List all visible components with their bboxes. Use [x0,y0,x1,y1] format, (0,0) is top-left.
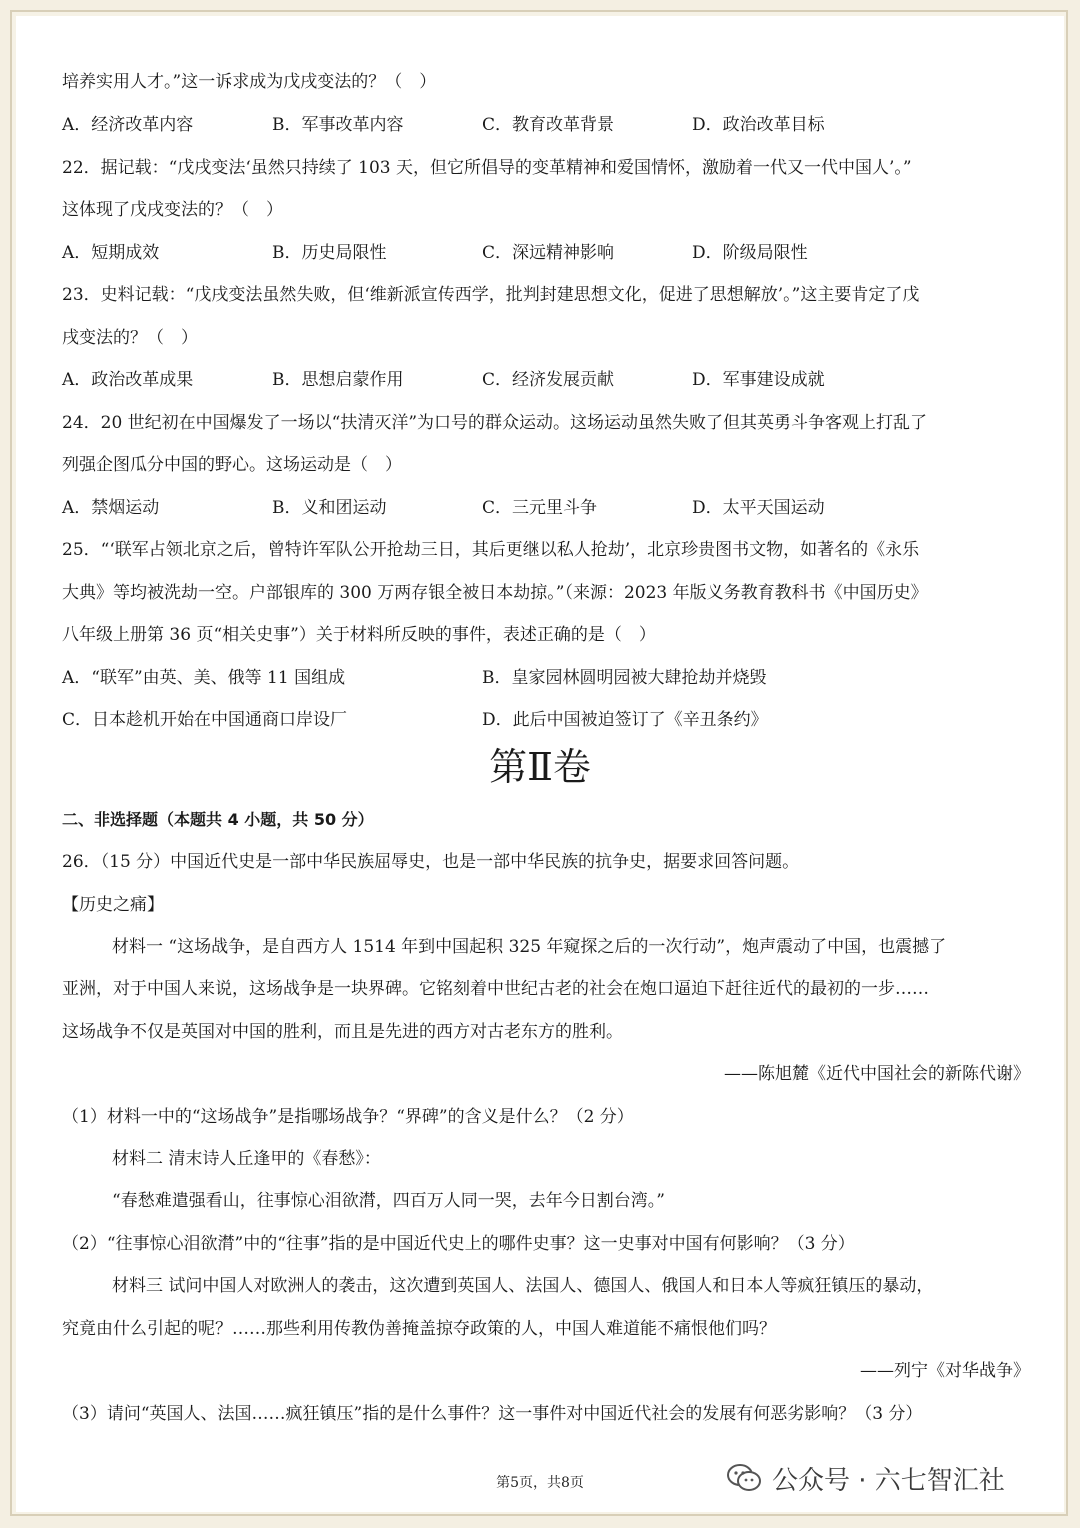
q26-sub-3: （3）请问“英国人、法国……疯狂镇压”指的是什么事件？这一事件对中国近代社会的发展有何恶劣影响？（3 分） [62,1404,923,1424]
section-title: 第Ⅱ卷 [489,745,591,789]
q22-option-d: D．阶级局限性 [692,243,808,263]
q26-section-tag: 【历史之痛】 [62,895,164,915]
material-1-line-1: 材料一 “这场战争，是自西方人 1514 年到中国起积 325 年窥探之后的一次行动”，炮声震动了中国，也震撼了 [112,937,947,957]
q24-option-b: B．义和团运动 [272,498,387,518]
q25-option-d: D．此后中国被迫签订了《辛丑条约》 [482,710,768,730]
q24-option-c: C．三元里斗争 [482,498,598,518]
material-1-line-3: 这场战争不仅是英国对中国的胜利，而且是先进的西方对古老东方的胜利。 [62,1022,623,1042]
q21-stem-end: 培养实用人才。”这一诉求成为戊戌变法的？（ ） [62,72,437,92]
wechat-icon [726,1463,762,1493]
q23-option-d: D．军事建设成就 [692,370,825,390]
material-2-line-1: 材料二 清末诗人丘逢甲的《春愁》： [112,1149,381,1169]
section-subtitle: 二、非选择题（本题共 4 小题，共 50 分） [62,810,374,829]
material-3-line-1: 材料三 试问中国人对欧洲人的袭击，这次遭到英国人、法国人、德国人、俄国人和日本人等疯狂镇压的暴动， [112,1276,934,1296]
q25-option-a: A．“联军”由英、美、俄等 11 国组成 [62,668,346,688]
q21-option-c: C．教育改革背景 [482,115,615,135]
material-2-line-2: “春愁难遣强看山，往事惊心泪欲潸，四百万人同一哭，去年今日割台湾。” [112,1191,665,1211]
watermark-text: 公众号 · 六七智汇社 [772,1465,1005,1496]
page-number: 第5页，共8页 [496,1475,584,1491]
q23-option-b: B．思想启蒙作用 [272,370,404,390]
q26-sub-1: （1）材料一中的“这场战争”是指哪场战争？“界碑”的含义是什么？（2 分） [62,1107,634,1127]
q23-option-c: C．经济发展贡献 [482,370,615,390]
q21-option-a: A．经济改革内容 [62,115,194,135]
q22-stem-cont: 这体现了戊戌变法的？（ ） [62,200,283,220]
q24-stem-cont: 列强企图瓜分中国的野心。这场运动是（ ） [62,455,402,475]
material-1-line-2: 亚洲，对于中国人来说，这场战争是一块界碑。它铭刻着中世纪古老的社会在炮口逼迫下赶往近代的最初的一步…… [62,979,929,999]
q25-option-c: C．日本趁机开始在中国通商口岸设厂 [62,710,348,730]
q21-option-b: B．军事改革内容 [272,115,404,135]
q21-option-d: D．政治改革目标 [692,115,825,135]
q24-option-d: D．太平天国运动 [692,498,825,518]
q26-sub-2: （2）“往事惊心泪欲潸”中的“往事”指的是中国近代史上的哪件史事？这一史事对中国有何影响？（3 分） [62,1234,855,1254]
q23-stem-cont: 戌变法的？（ ） [62,328,198,348]
q22-option-a: A．短期成效 [62,243,160,263]
material-3-line-2: 究竟由什么引起的呢？……那些利用传教伪善掩盖掠夺政策的人，中国人难道能不痛恨他们吗？ [62,1319,776,1339]
q26-intro: 26．（15 分）中国近代史是一部中华民族屈辱史，也是一部中华民族的抗争史，据要求回答问题。 [62,852,800,872]
material-1-source: ——陈旭麓《近代中国社会的新陈代谢》 [724,1064,1030,1084]
q23-stem: 23．史料记载：“戊戌变法虽然失败，但‘维新派宣传西学，批判封建思想文化，促进了思想解放’。”这主要肯定了戊 [62,285,920,305]
watermark [726,1458,1005,1498]
q22-option-b: B．历史局限性 [272,243,387,263]
q25-stem: 25．“‘联军占领北京之后，曾特许军队公开抢劫三日，其后更继以私人抢劫’，北京珍贵图书文物，如著名的《永乐 [62,540,920,560]
q22-option-c: C．深远精神影响 [482,243,615,263]
q24-option-a: A．禁烟运动 [62,498,160,518]
material-3-source: ——列宁《对华战争》 [860,1361,1030,1381]
q23-option-a: A．政治改革成果 [62,370,194,390]
q25-stem-cont-2: 八年级上册第 36 页“相关史事”）关于材料所反映的事件，表述正确的是（ ） [62,625,656,645]
q22-stem: 22．据记载：“戊戌变法‘虽然只持续了 103 天，但它所倡导的变革精神和爱国情怀，激励着一代又一代中国人’。” [62,158,912,178]
q25-option-b: B．皇家园林圆明园被大肆抢劫并烧毁 [482,668,767,688]
q25-stem-cont-1: 大典》等均被洗劫一空。户部银库的 300 万两存银全被日本劫掠。”（来源：2023 年版义务教育教科书《中国历史》 [62,583,928,603]
q24-stem: 24．20 世纪初在中国爆发了一场以“扶清灭洋”为口号的群众运动。这场运动虽然失败了但其英勇斗争客观上打乱了 [62,413,928,433]
